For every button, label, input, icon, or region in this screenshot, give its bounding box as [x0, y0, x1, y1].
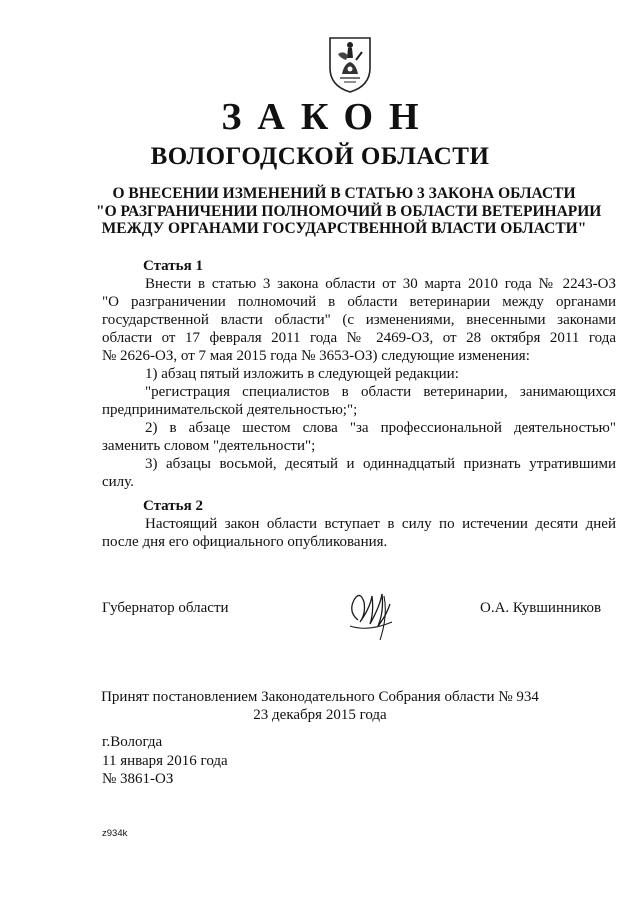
- coat-of-arms-icon: [326, 34, 374, 94]
- region-title: ВОЛОГОДСКОЙ ОБЛАСТИ: [150, 143, 490, 170]
- article-text-line: предпринимательской деятельностью;";: [102, 402, 358, 418]
- adoption-note: [0, 688, 640, 724]
- governor-title: Губернатор области: [102, 600, 229, 616]
- article-text-line: "регистрация специалистов в области ветеринарии, занимающихся: [145, 384, 616, 400]
- law-title: ЗАКОН: [221, 96, 435, 138]
- article-text-line: 1) абзац пятый изложить в следующей редакции:: [145, 366, 459, 382]
- article-1: [102, 257, 616, 491]
- article-text-line: заменить словом "деятельности";: [102, 438, 316, 454]
- law-number: № 3861-ОЗ: [102, 771, 174, 787]
- article-text-line: области от 17 февраля 2011 года № 2469-ОЗ, от 28 октября 2011 года: [102, 330, 616, 346]
- article-text-line: № 2626-ОЗ, от 7 мая 2015 года № 3653-ОЗ) следующие изменения:: [102, 348, 530, 364]
- article-text-line: государственной власти области" (с изменениями, внесенными законами: [102, 312, 616, 328]
- subject-line: МЕЖДУ ОРГАНАМИ ГОСУДАРСТВЕННОЙ ВЛАСТИ ОБЛАСТИ": [101, 220, 587, 237]
- governor-name: О.А. Кувшинников: [480, 600, 602, 616]
- article-text-line: Внести в статью 3 закона области от 30 марта 2010 года № 2243-ОЗ: [145, 276, 616, 292]
- city: г.Вологда: [102, 734, 163, 750]
- adoption-date: 23 декабря 2015 года: [253, 707, 387, 723]
- article-1-heading: Статья 1: [143, 258, 203, 274]
- adoption-line: Принят постановлением Законодательного Собрания области № 934: [101, 689, 539, 705]
- subject-line: "О РАЗГРАНИЧЕНИИ ПОЛНОМОЧИЙ В ОБЛАСТИ ВЕТЕРИНАРИИ: [96, 202, 602, 220]
- article-text-line: после дня его официального опубликования.: [102, 534, 388, 550]
- place-date-block: [102, 733, 228, 789]
- subject-line: О ВНЕСЕНИИ ИЗМЕНЕНИЙ В СТАТЬЮ 3 ЗАКОНА ОБЛАСТИ: [112, 185, 576, 202]
- article-text-line: 2) в абзаце шестом слова "за профессиональной деятельностью": [145, 420, 616, 436]
- handwritten-signature-icon: [340, 582, 400, 644]
- document-code: z934k: [102, 828, 128, 839]
- article-2-heading: Статья 2: [143, 498, 203, 514]
- article-text-line: 3) абзацы восьмой, десятый и одиннадцатый признать утратившими: [145, 456, 616, 472]
- article-text-line: "О разграничении полномочий в области ветеринарии между органами: [102, 294, 616, 310]
- signing-date: 11 января 2016 года: [102, 752, 228, 769]
- article-text-line: Настоящий закон области вступает в силу по истечении десяти дней: [145, 516, 616, 532]
- article-2: [102, 497, 616, 551]
- article-text-line: силу.: [102, 474, 134, 490]
- law-subject: [96, 185, 602, 238]
